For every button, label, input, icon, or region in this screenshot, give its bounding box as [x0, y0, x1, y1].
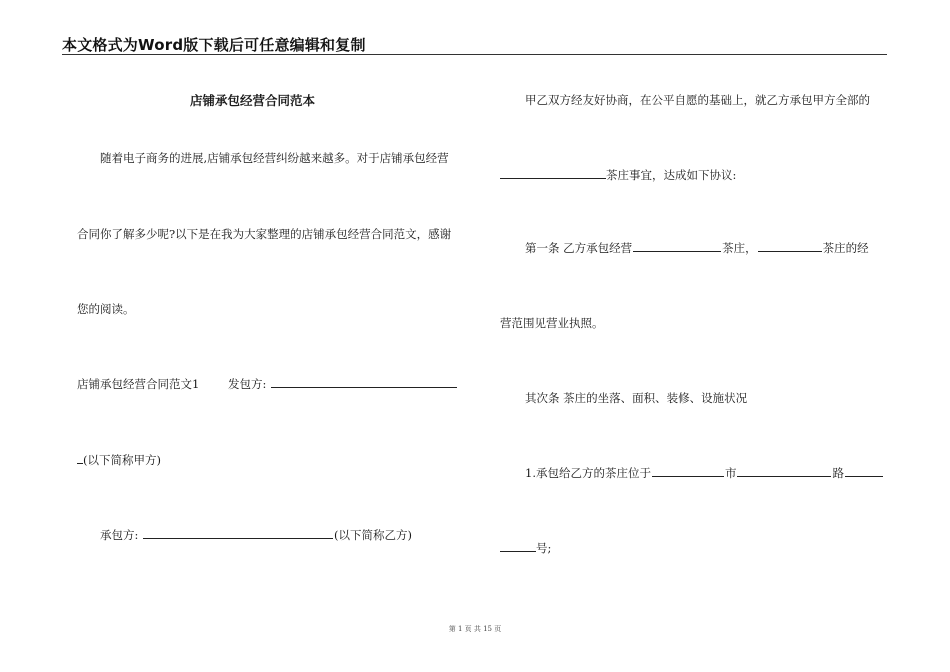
- party-b-suffix: (以下简称乙方): [334, 528, 413, 542]
- article-1-prefix: 第一条 乙方承包经营: [525, 241, 633, 255]
- item-1-num: 号;: [536, 541, 552, 555]
- sample-heading: [77, 379, 199, 391]
- party-a-blank: [271, 386, 457, 388]
- sample-label: 店铺承包经营合同范文1: [77, 377, 200, 391]
- item-1-blank-city: [652, 475, 724, 477]
- clause-intro-1: 甲乙双方经友好协商，在公平自愿的基础上，就乙方承包甲方全部的: [525, 93, 870, 107]
- clause-intro-2-row: [500, 170, 736, 182]
- item-1-blank-num: [845, 475, 883, 477]
- party-b-label: 承包方:: [100, 528, 139, 542]
- shop-name-blank: [500, 177, 606, 179]
- article-1-cont: 营范围见营业执照。: [500, 316, 604, 330]
- party-b-blank: [143, 537, 333, 539]
- intro-line-2: 合同你了解多少呢?以下是在我为大家整理的店铺承包经营合同范文，感谢: [77, 227, 452, 241]
- page-footer: 第 1 页 共 15 页: [448, 625, 502, 633]
- item-1-cont-row: [500, 543, 551, 555]
- document-title: 店铺承包经营合同范本: [190, 93, 316, 108]
- article-2: 其次条 茶庄的坐落、面积、装修、设施状况: [525, 391, 748, 405]
- item-1-blank-road: [737, 475, 831, 477]
- banner-divider: [62, 54, 887, 55]
- party-a-row: [228, 379, 458, 391]
- article-1-row: [525, 243, 869, 255]
- item-1-city: 市: [724, 466, 737, 480]
- party-b-row: [100, 530, 412, 542]
- intro-line-3: 您的阅读。: [77, 302, 135, 316]
- item-1-prefix: 1.承包给乙方的茶庄位于: [525, 466, 651, 480]
- intro-line-1: 随着电子商务的进展,店铺承包经营纠纷越来越多。对于店铺承包经营: [100, 151, 449, 165]
- clause-intro-2: 茶庄事宜，达成如下协议:: [606, 168, 737, 182]
- item-1-row: [525, 468, 884, 480]
- document-banner: 本文格式为Word版下载后可任意编辑和复制: [62, 36, 366, 54]
- article-1-end: 茶庄的经: [822, 241, 869, 255]
- article-1-mid: 茶庄，: [722, 241, 757, 255]
- party-a-label: 发包方:: [228, 377, 267, 391]
- party-a-suffix-row: [77, 455, 161, 467]
- article-1-blank-2: [758, 250, 822, 252]
- item-1-blank-num-cont: [500, 550, 536, 552]
- article-1-blank-1: [633, 250, 721, 252]
- item-1-road: 路: [832, 466, 844, 480]
- party-a-suffix: (以下简称甲方): [83, 453, 161, 467]
